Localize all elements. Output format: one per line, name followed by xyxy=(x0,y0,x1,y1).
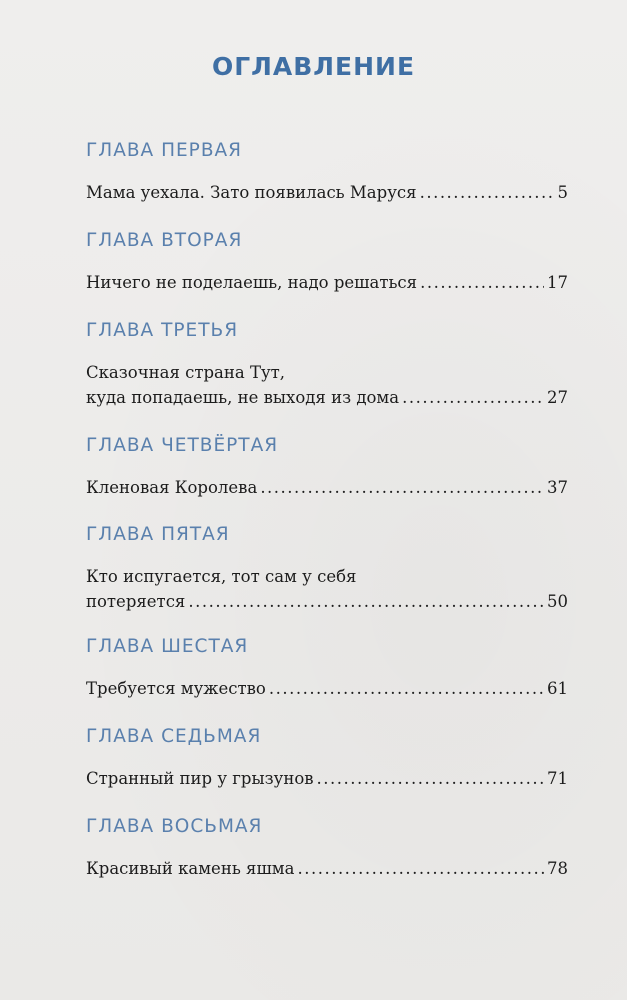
entry-title: Ничего не поделаешь, надо решаться xyxy=(86,273,418,292)
page-number: 17 xyxy=(547,273,568,292)
entry-title-line: Сказочная страна Тут, xyxy=(86,363,286,382)
toc-chapter-5 xyxy=(86,524,568,614)
toc-chapter-3 xyxy=(86,320,568,410)
entry-line xyxy=(86,475,568,500)
toc-entry xyxy=(86,360,568,410)
dot-leader xyxy=(297,856,544,881)
dot-leader xyxy=(317,766,544,791)
entry-line xyxy=(86,385,568,410)
chapter-heading: ГЛАВА ВТОРАЯ xyxy=(86,230,243,251)
page-number: 27 xyxy=(547,388,568,407)
page-number: 78 xyxy=(547,859,568,878)
entry-title: Красивый камень яшма xyxy=(86,859,295,878)
chapter-heading: ГЛАВА ПЕРВАЯ xyxy=(86,140,243,161)
chapter-heading: ГЛАВА ПЯТАЯ xyxy=(86,524,230,545)
entry-line xyxy=(86,676,568,701)
toc-chapter-6 xyxy=(86,636,568,701)
toc-entry xyxy=(86,180,568,205)
entry-title: Странный пир у грызунов xyxy=(86,769,314,788)
entry-line xyxy=(86,589,568,614)
entry-line xyxy=(86,180,568,205)
page-number: 71 xyxy=(547,769,568,788)
dot-leader xyxy=(188,589,544,614)
page-number: 5 xyxy=(557,183,568,202)
chapter-heading: ГЛАВА СЕДЬМАЯ xyxy=(86,726,262,747)
entry-title: Кленовая Королева xyxy=(86,478,258,497)
chapter-heading: ГЛАВА ТРЕТЬЯ xyxy=(86,320,239,341)
entry-title: куда попадаешь, не выходя из дома xyxy=(86,388,400,407)
toc-entry xyxy=(86,856,568,881)
chapter-heading: ГЛАВА ВОСЬМАЯ xyxy=(86,816,263,837)
toc-entry xyxy=(86,475,568,500)
entry-line xyxy=(86,766,568,791)
chapter-heading: ГЛАВА ЧЕТВЁРТАЯ xyxy=(86,435,279,456)
toc-entry xyxy=(86,564,568,614)
toc-chapter-4 xyxy=(86,435,568,500)
entry-title: Мама уехала. Зато появилась Маруся xyxy=(86,183,417,202)
entry-line xyxy=(86,270,568,295)
toc-chapter-8 xyxy=(86,816,568,881)
toc-chapter-7 xyxy=(86,726,568,791)
entry-title-line: Кто испугается, тот сам у себя xyxy=(86,567,357,586)
toc-chapter-2 xyxy=(86,230,568,295)
dot-leader xyxy=(269,676,544,701)
chapter-heading: ГЛАВА ШЕСТАЯ xyxy=(86,636,249,657)
toc-chapter-1 xyxy=(86,140,568,205)
page-number: 50 xyxy=(547,592,568,611)
entry-title: Требуется мужество xyxy=(86,679,266,698)
dot-leader xyxy=(402,385,544,410)
dot-leader xyxy=(420,180,555,205)
toc-title: ОГЛАВЛЕНИЕ xyxy=(211,52,416,81)
dot-leader xyxy=(420,270,544,295)
toc-entry xyxy=(86,270,568,295)
dot-leader xyxy=(260,475,544,500)
toc-entry xyxy=(86,766,568,791)
page-number: 61 xyxy=(547,679,568,698)
toc-entry xyxy=(86,676,568,701)
entry-line xyxy=(86,856,568,881)
entry-title: потеряется xyxy=(86,592,186,611)
page-number: 37 xyxy=(547,478,568,497)
